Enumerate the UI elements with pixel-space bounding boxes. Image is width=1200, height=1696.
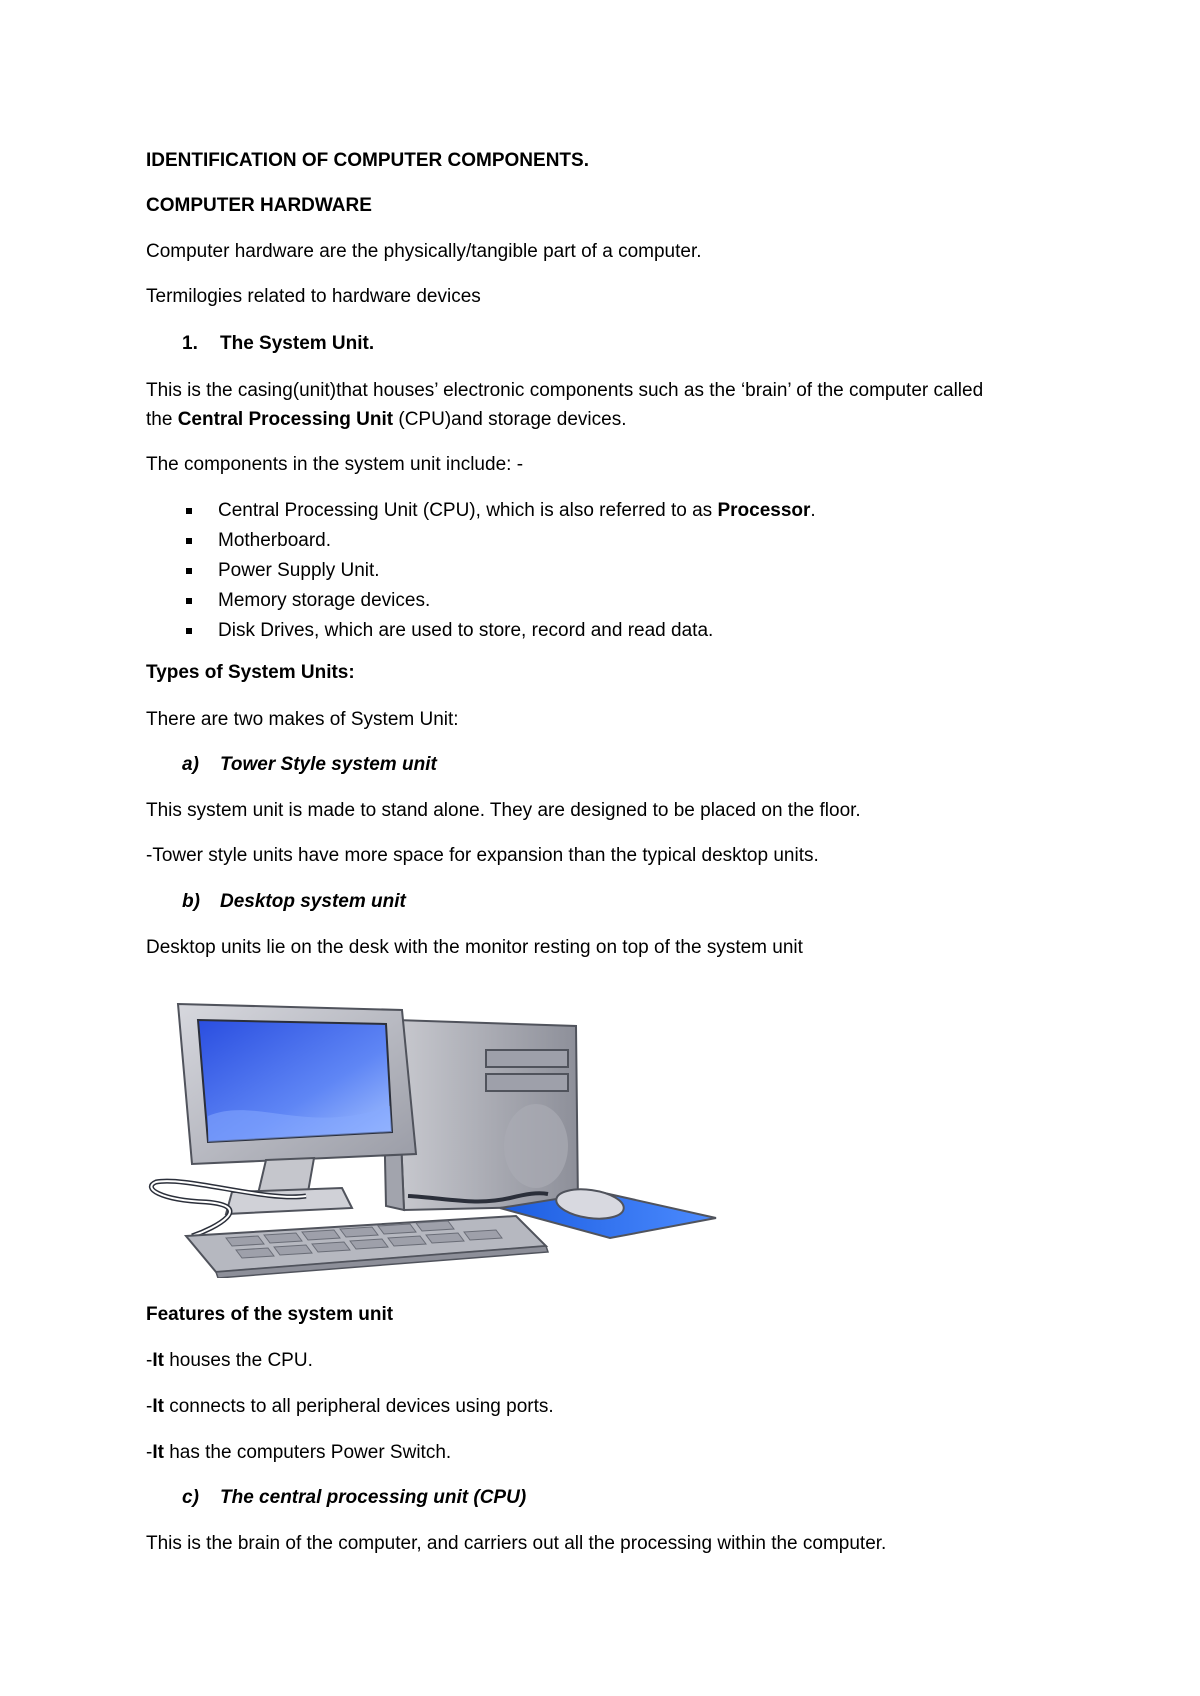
square-bullet-icon [186,598,192,604]
monitor [178,1004,416,1214]
heading-label: Desktop system unit [220,891,406,912]
feature-item [146,1396,554,1419]
square-bullet-icon [186,538,192,544]
heading-label: The System Unit. [220,333,375,354]
subheading-cpu [182,1487,526,1510]
bold-term: Processor [717,500,811,521]
desktop-computer-icon [146,996,718,1278]
list-item [146,496,816,526]
types-intro: There are two makes of System Unit: [146,709,459,730]
feature-item [146,1350,313,1373]
system-unit-paragraph-line2 [146,409,626,432]
heading-label: Tower Style system unit [220,754,437,775]
text-run: has the computers Power Switch. [163,1442,452,1463]
bold-term: It [152,1350,164,1371]
terms-intro: Termilogies related to hardware devices [146,286,481,307]
text-run: houses the CPU. [163,1350,313,1371]
list-item [146,586,816,616]
tower-paragraph-1: This system unit is made to stand alone. They are designed to be placed on the floor. [146,800,861,821]
system-unit-paragraph-line1: This is the casing(unit)that houses’ electronic components such as the ‘brain’ of the computer called [146,380,984,401]
square-bullet-icon [186,628,192,634]
list-number: 1. [182,333,198,354]
square-bullet-icon [186,508,192,514]
text-run: Disk Drives, which are used to store, record and read data. [218,620,714,641]
list-item [146,526,816,556]
text-run: Motherboard. [218,530,332,551]
section-heading: COMPUTER HARDWARE [146,195,372,216]
desktop-paragraph: Desktop units lie on the desk with the monitor resting on top of the system unit [146,937,803,958]
components-intro: The components in the system unit include: - [146,454,524,475]
text-run: . [810,500,816,521]
text-run: the [146,409,178,430]
components-list [146,496,816,646]
list-letter: a) [182,754,199,775]
text-run: (CPU)and storage devices. [393,409,627,430]
bold-term-cpu: Central Processing Unit [177,409,394,430]
square-bullet-icon [186,568,192,574]
subheading-desktop [182,891,406,914]
text-run: Power Supply Unit. [218,560,380,581]
text-run: - [146,1442,153,1463]
list-item [146,556,816,586]
text-run: connects to all peripheral devices using ports. [163,1396,554,1417]
bold-term: It [152,1442,164,1463]
types-heading: Types of System Units: [146,662,355,683]
bold-term: It [152,1396,164,1417]
keyboard [186,1216,548,1278]
cpu-paragraph: This is the brain of the computer, and carriers out all the processing within the computer. [146,1533,887,1554]
feature-item [146,1442,451,1465]
heading-label: The central processing unit (CPU) [220,1487,527,1508]
list-item [146,616,816,646]
subheading-tower [182,754,437,777]
tower-paragraph-2: -Tower style units have more space for expansion than the typical desktop units. [146,845,819,866]
list-letter: c) [182,1487,199,1508]
document-title: IDENTIFICATION OF COMPUTER COMPONENTS. [146,150,589,171]
features-heading: Features of the system unit [146,1304,394,1325]
text-run: - [146,1396,153,1417]
text-run: Memory storage devices. [218,590,431,611]
text-run: Central Processing Unit (CPU), which is also referred to as [218,500,718,521]
hardware-definition: Computer hardware are the physically/tangible part of a computer. [146,241,702,262]
numbered-heading-system-unit [182,333,374,356]
list-letter: b) [182,891,200,912]
text-run: - [146,1350,153,1371]
